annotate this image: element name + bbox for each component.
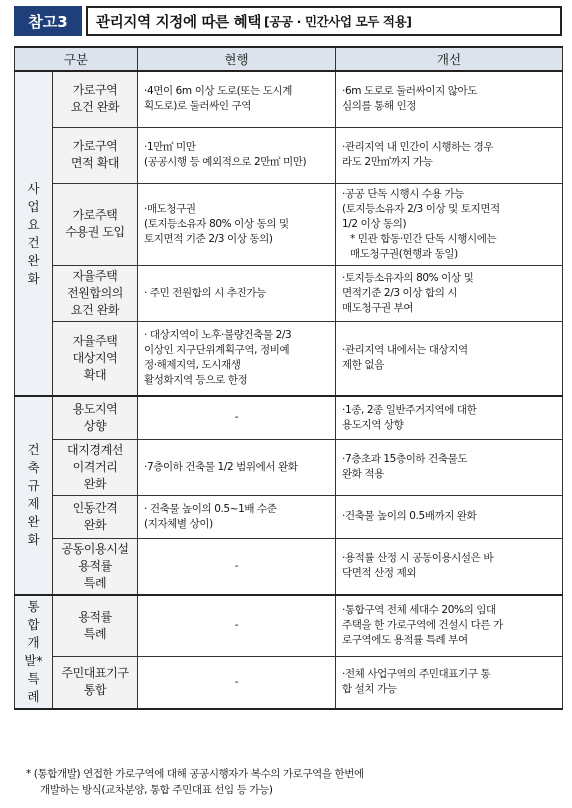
footnote bbox=[26, 766, 556, 798]
row-item-line: 인동간격 bbox=[72, 500, 118, 515]
row-item-line: 수용권 도입 bbox=[65, 225, 125, 239]
table-row bbox=[15, 439, 563, 495]
group-label bbox=[15, 71, 53, 396]
row-item bbox=[53, 183, 138, 265]
improved-cell bbox=[336, 265, 563, 321]
group-label-char: 완 bbox=[27, 514, 40, 530]
table-row bbox=[15, 127, 563, 183]
row-item-line: 완화 bbox=[83, 517, 107, 532]
current-cell bbox=[138, 321, 336, 396]
improved-cell-line: 심의를 통해 인정 bbox=[342, 100, 417, 113]
current-cell bbox=[138, 127, 336, 183]
improved-cell-line: 면적기준 2/3 이상 합의 시 bbox=[342, 286, 458, 299]
current-cell-line: 토지면적 기준 2/3 이상 동의) bbox=[144, 232, 273, 245]
improved-cell-line: 로구역에도 용적률 특례 부여 bbox=[342, 634, 468, 647]
current-cell bbox=[138, 396, 336, 439]
row-item-line: 용도지역 bbox=[72, 401, 118, 416]
row-item-line: 면적 확대 bbox=[70, 156, 120, 170]
row-item-line: 자율주택 bbox=[72, 268, 118, 283]
table-header-row bbox=[15, 47, 563, 71]
table-row bbox=[15, 657, 563, 709]
current-cell-line: ·7층이하 건축물 1/2 범위에서 완화 bbox=[144, 460, 298, 473]
current-cell-line: ·4면이 6m 이상 도로(또는 도시계 bbox=[144, 85, 292, 98]
improved-cell-line: 제한 없음 bbox=[342, 359, 384, 372]
group-label-char: 업 bbox=[27, 198, 40, 214]
current-cell-line: 활성화지역 등으로 한정 bbox=[144, 374, 248, 387]
row-item-line: 확대 bbox=[83, 367, 107, 382]
group-label-char: 통 bbox=[27, 598, 40, 614]
current-cell bbox=[138, 183, 336, 265]
group-label-char: 화 bbox=[27, 532, 40, 548]
row-item-line: 가로구역 bbox=[72, 83, 118, 98]
group-label-char: 합 bbox=[27, 616, 40, 632]
table-row bbox=[15, 265, 563, 321]
row-item bbox=[53, 321, 138, 396]
row-item-line: 용적률 bbox=[78, 609, 112, 624]
current-cell-line: - bbox=[234, 619, 239, 632]
row-item-line: 특례 bbox=[83, 575, 107, 590]
current-cell bbox=[138, 265, 336, 321]
improved-cell-line: 주택을 한 가로구역에 건설시 다른 가 bbox=[342, 619, 503, 632]
improved-cell-line: (토지등소유자 2/3 이상 및 토지면적 bbox=[342, 202, 500, 215]
group-label-char: 건 bbox=[27, 234, 40, 250]
row-item-line: 통합 bbox=[83, 683, 107, 698]
column-header-improved: 개선 bbox=[336, 47, 563, 71]
improved-cell-line: 완화 적용 bbox=[342, 468, 384, 480]
row-item-line: 주민대표기구 bbox=[61, 666, 129, 681]
improved-cell-line: 매도청구권(현행과 동일) bbox=[350, 247, 458, 260]
improved-cell bbox=[336, 538, 563, 595]
row-item-line: 공동이용시설 bbox=[61, 541, 129, 556]
group-label bbox=[15, 396, 53, 595]
improved-cell-line: ·관리지역 내 민간이 시행하는 경우 bbox=[342, 141, 494, 153]
current-cell-line: 이상인 지구단위계획구역, 정비예 bbox=[144, 344, 290, 357]
row-item bbox=[53, 595, 138, 657]
current-cell bbox=[138, 71, 336, 127]
current-cell-line: · 대상지역이 노후·불량건축물 2/3 bbox=[144, 329, 292, 342]
current-cell-line: - bbox=[234, 559, 239, 572]
table-row bbox=[15, 495, 563, 538]
current-cell-line: ·1만㎡ 미만 bbox=[144, 141, 196, 153]
group-label-char: 규 bbox=[27, 478, 40, 494]
page-title: 관리지역 지정에 따른 혜택 bbox=[96, 14, 262, 31]
row-item-line: 가로주택 bbox=[72, 208, 118, 222]
header bbox=[14, 6, 562, 36]
group-label-char: 건 bbox=[27, 442, 40, 458]
improved-cell-line: 닥면적 산정 제외 bbox=[342, 567, 417, 579]
row-item-line: 대지경계선 bbox=[67, 442, 123, 457]
row-item bbox=[53, 538, 138, 595]
improved-cell-line: ·통합구역 전체 세대수 20%의 임대 bbox=[342, 604, 496, 617]
group-label-char: 개 bbox=[27, 634, 40, 650]
group-label-char: 완 bbox=[27, 252, 40, 268]
improved-cell bbox=[336, 321, 563, 396]
row-item bbox=[53, 439, 138, 495]
current-cell-line: (지자체별 상이) bbox=[144, 517, 213, 530]
current-cell-line: (공공시행 등 예외적으로 2만㎡ 미만) bbox=[144, 156, 307, 168]
current-cell-line: ·매도청구권 bbox=[144, 202, 196, 215]
improved-cell-line: ·공공 단독 시행시 수용 가능 bbox=[342, 187, 464, 200]
group-label-char: 제 bbox=[27, 496, 40, 512]
current-cell bbox=[138, 595, 336, 657]
column-header-current: 현행 bbox=[138, 47, 336, 71]
improved-cell-line: 합 설치 가능 bbox=[342, 683, 397, 696]
row-item-line: 요건 완화 bbox=[70, 100, 120, 115]
improved-cell-line: 매도청구권 부여 bbox=[342, 301, 414, 314]
row-item-line: 이격거리 bbox=[72, 459, 118, 474]
current-cell bbox=[138, 657, 336, 709]
group-label-char: 례 bbox=[27, 688, 40, 704]
improved-cell bbox=[336, 71, 563, 127]
reference-badge: 참고3 bbox=[14, 6, 82, 36]
improved-cell-line: ·7층초과 15층이하 건축물도 bbox=[342, 453, 468, 465]
current-cell-line: · 건축물 높이의 0.5~1배 수준 bbox=[144, 502, 277, 515]
improved-cell-line: * 민관 합동·민간 단독 시행시에는 bbox=[350, 232, 497, 245]
current-cell-line: (토지등소유자 80% 이상 동의 및 bbox=[144, 217, 289, 230]
current-cell-line: - bbox=[234, 675, 239, 688]
improved-cell bbox=[336, 127, 563, 183]
row-item-line: 자율주택 bbox=[72, 333, 118, 348]
table-row bbox=[15, 538, 563, 595]
row-item-line: 완화 bbox=[83, 476, 107, 491]
improved-cell-line: 1/2 이상 동의) bbox=[342, 217, 407, 230]
improved-cell-line: ·1종, 2종 일반주거지역에 대한 bbox=[342, 403, 477, 416]
improved-cell bbox=[336, 495, 563, 538]
group-label-char: 축 bbox=[27, 460, 40, 476]
column-header-category: 구분 bbox=[15, 47, 138, 71]
current-cell bbox=[138, 538, 336, 595]
improved-cell-line: ·건축물 높이의 0.5배까지 완화 bbox=[342, 510, 477, 522]
improved-cell-line: ·용적률 산정 시 공동이용시설은 바 bbox=[342, 552, 494, 564]
row-item bbox=[53, 71, 138, 127]
row-item-line: 대상지역 bbox=[72, 350, 118, 365]
current-cell-line: 획도로)로 둘러싸인 구역 bbox=[144, 100, 252, 113]
footnote-line: 개발하는 방식(교차분양, 통합 주민대표 선임 등 가능) bbox=[40, 784, 273, 796]
group-label-char: 화 bbox=[27, 270, 40, 286]
improved-cell-line: ·6m 도로로 둘러싸이지 않아도 bbox=[342, 85, 478, 98]
group-label-char: 발* bbox=[24, 652, 43, 668]
improved-cell bbox=[336, 657, 563, 709]
page-subtitle: [공공 · 민간사업 모두 적용] bbox=[264, 14, 412, 29]
row-item-line: 상향 bbox=[83, 418, 107, 433]
row-item-line: 요건 완화 bbox=[70, 302, 120, 317]
group-label-char: 사 bbox=[27, 180, 40, 196]
improved-cell bbox=[336, 396, 563, 439]
group-label-char: 특 bbox=[27, 670, 40, 686]
footnote-line: * (통합개발) 연접한 가로구역에 대해 공공시행자가 복수의 가로구역을 한번에 bbox=[26, 768, 364, 780]
current-cell bbox=[138, 439, 336, 495]
row-item-line: 가로구역 bbox=[72, 139, 118, 153]
improved-cell-line: ·토지등소유자의 80% 이상 및 bbox=[342, 271, 474, 284]
table-row bbox=[15, 396, 563, 439]
improved-cell-line: ·관리지역 내에서는 대상지역 bbox=[342, 344, 468, 357]
table-row bbox=[15, 71, 563, 127]
title-box bbox=[86, 6, 562, 36]
table-row bbox=[15, 183, 563, 265]
current-cell-line: · 주민 전원합의 시 추진가능 bbox=[144, 286, 266, 299]
row-item bbox=[53, 657, 138, 709]
improved-cell bbox=[336, 595, 563, 657]
group-label bbox=[15, 595, 53, 709]
group-label-char: 요 bbox=[27, 216, 40, 232]
row-item bbox=[53, 265, 138, 321]
improved-cell bbox=[336, 439, 563, 495]
improved-cell-line: ·전체 사업구역의 주민대표기구 통 bbox=[342, 668, 491, 681]
row-item bbox=[53, 396, 138, 439]
row-item-line: 용적률 bbox=[78, 558, 112, 573]
row-item bbox=[53, 495, 138, 538]
row-item bbox=[53, 127, 138, 183]
row-item-line: 특례 bbox=[83, 626, 107, 641]
current-cell-line: - bbox=[234, 411, 239, 424]
current-cell bbox=[138, 495, 336, 538]
current-cell-line: 정·해제지역, 도시재생 bbox=[144, 359, 241, 372]
benefits-table bbox=[14, 46, 563, 710]
improved-cell-line: 용도지역 상향 bbox=[342, 418, 404, 431]
table-row bbox=[15, 595, 563, 657]
table-row bbox=[15, 321, 563, 396]
row-item-line: 전원합의의 bbox=[67, 285, 123, 300]
improved-cell-line: 라도 2만㎡까지 가능 bbox=[342, 156, 433, 168]
improved-cell bbox=[336, 183, 563, 265]
